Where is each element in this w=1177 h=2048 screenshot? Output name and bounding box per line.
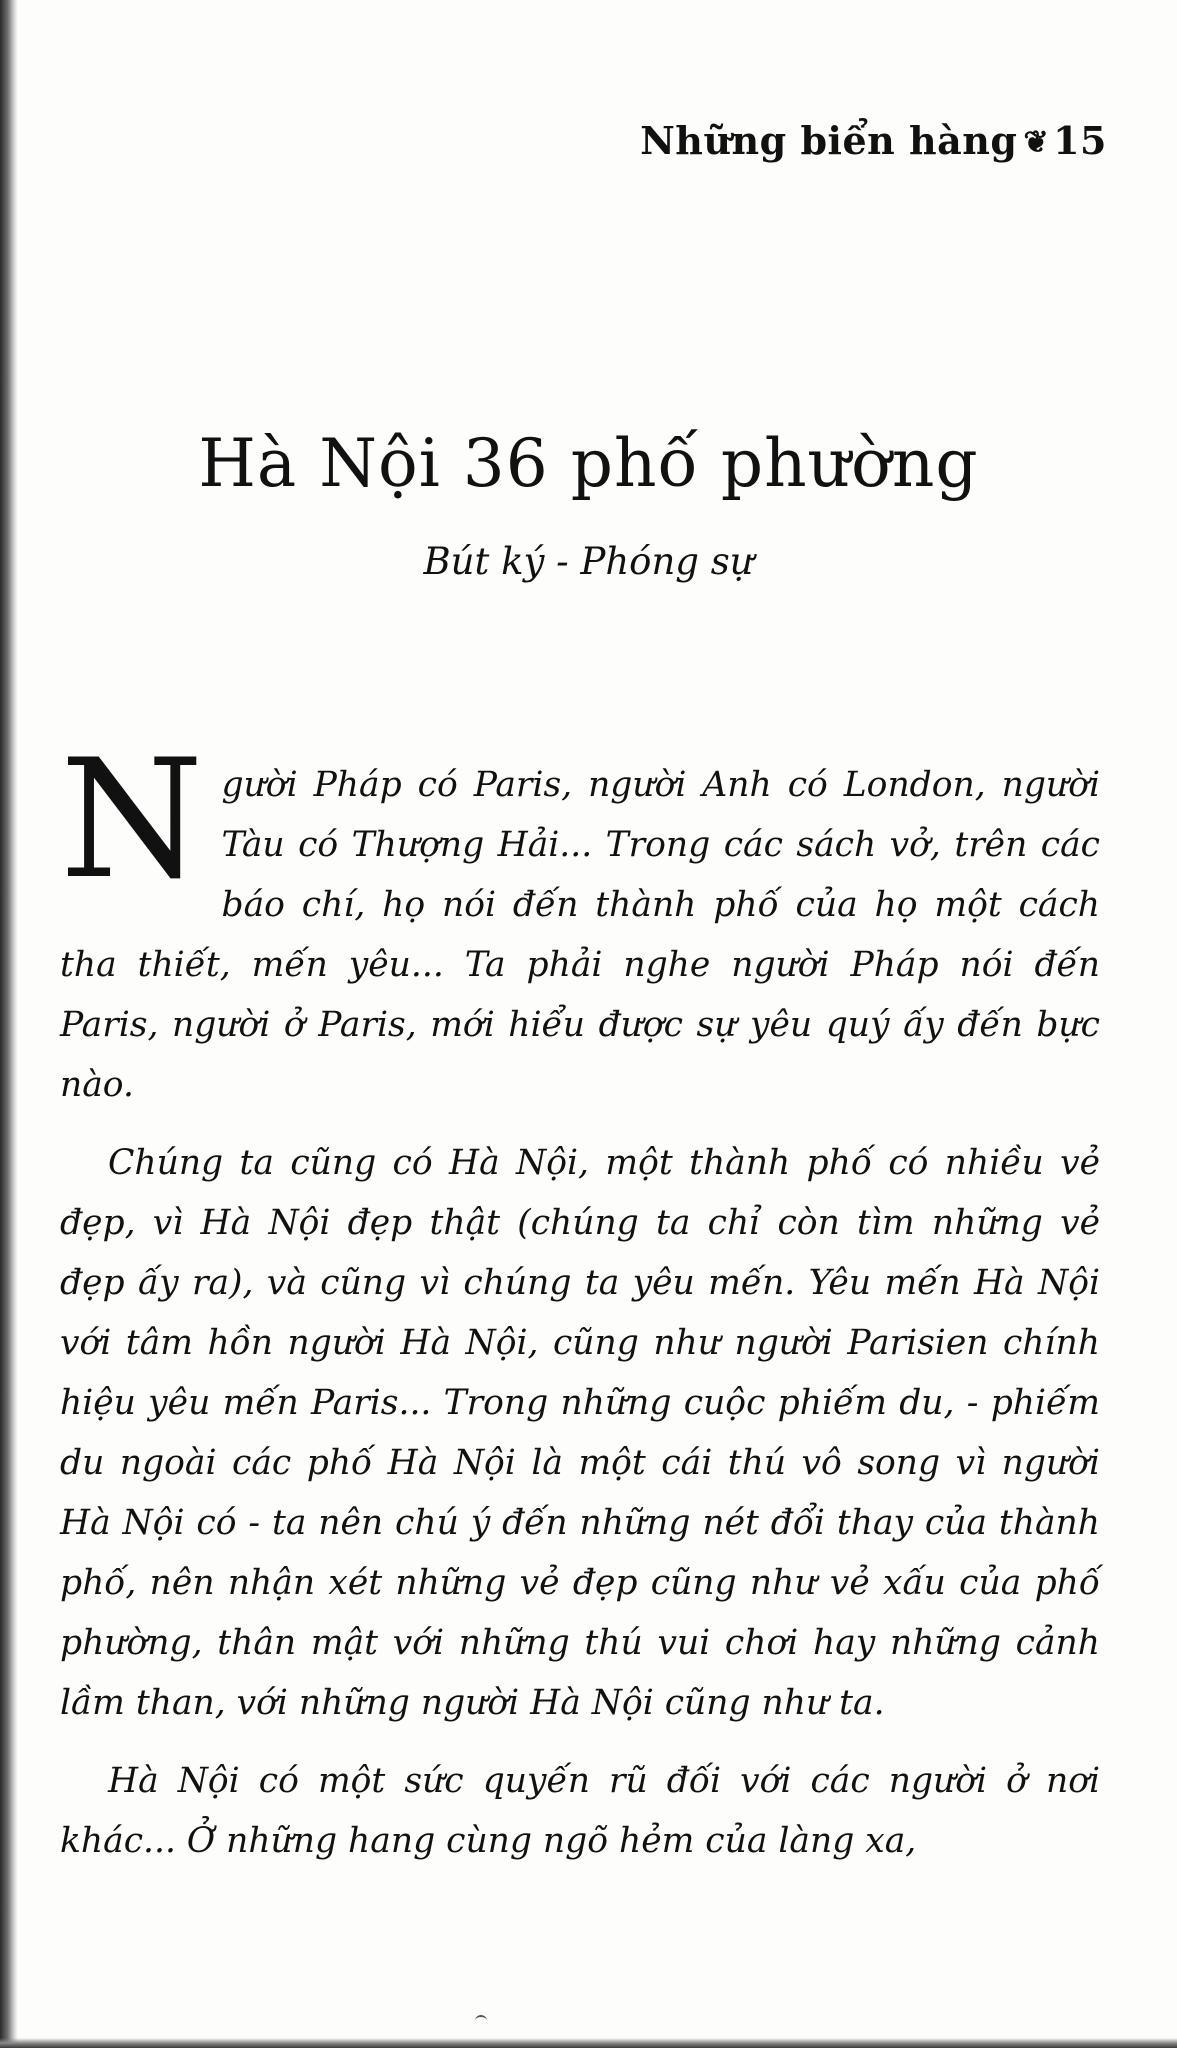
footer-mark <box>475 2015 487 2021</box>
running-head <box>640 118 1107 163</box>
drop-cap: N <box>60 724 204 915</box>
paragraph-2: Chúng ta cũng có Hà Nội, một thành phố có nhiều vẻ đẹp, vì Hà Nội đẹp thật (chúng ta chỉ còn tìm những vẻ đẹp ấy ra), và cũng vì chúng ta yêu mến. Yêu mến Hà Nội với tâm hồn người Hà Nội, cũng như người Parisien chính hiệu yêu mến Paris... Trong những cuộc phiếm du, - phiếm du ngoài các phố Hà Nội là một cái thú vô song vì người Hà Nội có - ta nên chú ý đến những nét đổi thay của thành phố, nên nhận xét những vẻ đẹp cũng như vẻ xấu của phố phường, thân mật với những thú vui chơi hay những cảnh lầm than, với những người Hà Nội cũng như ta. <box>60 1143 1100 1723</box>
page-number: 15 <box>1053 118 1107 163</box>
paragraph-1 <box>60 724 1100 1115</box>
spine-shadow <box>0 0 18 2048</box>
chapter-title: Hà Nội 36 phố phường <box>198 425 979 502</box>
running-head-title: Những biển hàng <box>640 118 1018 163</box>
body-text <box>60 724 1100 1889</box>
page-bottom-edge <box>0 2038 1177 2048</box>
ornament-icon: ❦ <box>1023 125 1050 160</box>
paragraph-1-text: gười Pháp có Paris, người Anh có London, người Tàu có Thượng Hải... Trong các sách vở, trên các báo chí, họ nói đến thành phố của họ một cách tha thiết, mến yêu... Ta phải nghe người Pháp nói đến Paris, người ở Paris, mới hiểu được sự yêu quý ấy đến bực nào. <box>60 765 1100 1105</box>
chapter-subtitle: Bút ký - Phóng sự <box>423 540 754 583</box>
paragraph-3: Hà Nội có một sức quyến rũ đối với các người ở nơi khác... Ở những hang cùng ngõ hẻm của làng xa, <box>60 1761 1100 1861</box>
